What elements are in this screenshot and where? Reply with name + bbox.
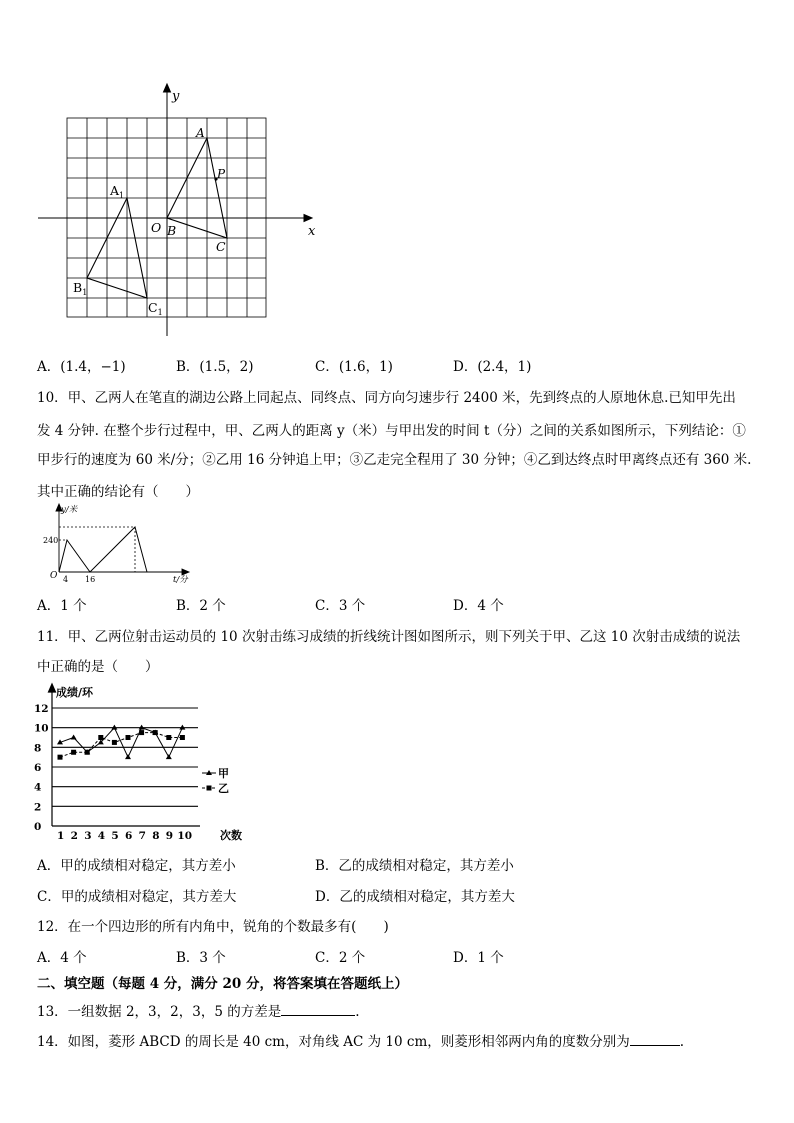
q11-xtick-label: 2: [70, 830, 78, 842]
q10-line-1: 10．甲、乙两人在笔直的湖边公路上同起点、同终点、同方向匀速步行 2400 米，先到终点的人原地休息.已知甲先出: [37, 390, 736, 406]
q11-y-axis-label: 成绩/环: [56, 686, 94, 699]
q10-option-a[interactable]: A．1 个: [37, 598, 87, 614]
q12-option-d[interactable]: D．1 个: [453, 950, 504, 966]
q12-option-a[interactable]: A．4 个: [37, 950, 87, 966]
q9-option-b[interactable]: B．(1.5，2): [176, 359, 254, 375]
q11-ytick-label: 0: [34, 821, 42, 833]
q11-xtick-label: 9: [165, 830, 174, 842]
q11-xtick-label: 4: [97, 830, 106, 842]
q13-line: 13．一组数据 2，3，2，3，5 的方差是 .: [37, 1004, 360, 1020]
label-b1: $B_1$: [73, 280, 88, 297]
q11-xtick-label: 6: [125, 830, 133, 842]
q10-option-d[interactable]: D．4 个: [453, 598, 504, 614]
q14-line: [37, 1030, 684, 1050]
q11-option-b[interactable]: B．乙的成绩相对稳定，其方差小: [315, 858, 514, 874]
q9-x-arrow: [304, 215, 312, 222]
q13-answer-blank[interactable]: [281, 1002, 355, 1016]
label-b: B: [167, 223, 177, 238]
q11-option-c[interactable]: C．甲的成绩相对稳定，其方差大: [37, 889, 237, 905]
q11-line-2: 中正确的是（ ）: [37, 659, 159, 675]
q14-text: 14．如图，菱形 ABCD 的周长是 40 cm，对角线 AC 为 10 cm，则菱形相邻两内角的度数分别为: [37, 1034, 630, 1050]
legend-label-yi: 乙: [218, 782, 229, 795]
q9-option-c[interactable]: C．(1.6，1): [315, 359, 393, 375]
label-p: P: [217, 167, 226, 181]
q11-series-line-yi: [60, 733, 182, 758]
q11-ytick-label: 2: [34, 801, 42, 814]
q12-option-c[interactable]: C．2 个: [315, 950, 366, 966]
q10-line-3: 甲步行的速度为 60 米/分；②乙用 16 分钟追上甲；③乙走完全程用了 30 分钟；④乙到达终点时甲离终点还有 360 米.: [37, 452, 752, 468]
q11-option-a[interactable]: A．甲的成绩相对稳定，其方差小: [37, 858, 236, 874]
section-2-heading: 二、填空题（每题 4 分，满分 20 分，将答案填在答题纸上）: [37, 976, 408, 992]
legend-marker-yi: [207, 786, 212, 791]
q11-ytick-label: 6: [34, 762, 42, 774]
q10-tick-4: 4: [63, 575, 69, 584]
y-axis-label: y: [172, 89, 180, 104]
q12-option-b[interactable]: B．3 个: [176, 950, 226, 966]
q13-text: 13．一组数据 2，3，2，3，5 的方差是: [37, 1004, 282, 1020]
q10-line-2: 发 4 分钟. 在整个步行过程中，甲、乙两人的距离 y（米）与甲出发的时间 t（分）之间的关系如图所示，下列结论：①: [37, 423, 746, 439]
q11-line-1: 11．甲、乙两位射击运动员的 10 次射击练习成绩的折线统计图如图所示，则下列关于甲、乙这 10 次射击成绩的说法: [37, 629, 741, 645]
q11-series-line-jia: [60, 728, 182, 758]
q11-point-yi: [139, 730, 144, 735]
q9-option-a[interactable]: A．(1.4，−1): [37, 359, 126, 375]
q11-x-axis-label: 次数: [220, 829, 242, 842]
q10-distance-graph: [45, 502, 195, 586]
q10-line-4: 其中正确的结论有（ ）: [37, 484, 199, 500]
q11-option-d[interactable]: D．乙的成绩相对稳定，其方差大: [315, 889, 515, 905]
label-c1: $C_1$: [148, 300, 163, 317]
q11-xtick-label: 3: [84, 830, 92, 842]
q11-point-yi: [126, 735, 131, 740]
q14-end: .: [679, 1034, 685, 1050]
q11-ytick-label: 10: [34, 722, 49, 735]
q10-origin: O: [50, 571, 58, 581]
label-a: A: [196, 126, 205, 140]
q11-point-yi: [180, 735, 185, 740]
q11-ytick-label: 4: [34, 781, 42, 794]
q11-point-yi: [98, 735, 103, 740]
q11-point-jia: [125, 754, 131, 759]
q11-xtick-label: 10: [177, 830, 193, 842]
q11-point-yi: [85, 750, 90, 755]
q11-point-yi: [58, 755, 63, 760]
triangle-a1b1c1: [87, 198, 147, 298]
q9-option-d[interactable]: D．(2.4，1): [453, 359, 532, 375]
q10-tick-240: 240: [43, 536, 59, 545]
q11-ytick-label: 12: [34, 703, 49, 715]
q11-xtick-label: 1: [57, 830, 65, 842]
q11-point-jia: [166, 754, 172, 759]
q10-option-b[interactable]: B．2 个: [176, 598, 226, 614]
label-c: C: [216, 239, 226, 254]
q11-xtick-label: 5: [111, 830, 119, 842]
q12-line: 12．在一个四边形的所有内角中，锐角的个数最多有( ): [37, 919, 389, 935]
q11-xtick-label: 7: [138, 830, 146, 842]
q11-point-yi: [112, 740, 117, 745]
q10-x-label: t/分: [173, 575, 188, 585]
q10-distance-line: [59, 527, 147, 572]
q10-tick-16: 16: [85, 575, 96, 584]
q11-point-yi: [153, 730, 158, 735]
q11-xtick-label: 8: [152, 830, 160, 842]
q11-ytick-label: 8: [34, 742, 42, 755]
label-a1: $A_1$: [110, 183, 125, 200]
q11-point-yi: [71, 750, 76, 755]
label-o: O: [151, 220, 162, 235]
q10-y-label: y/米: [61, 505, 78, 515]
q11-line-chart: [30, 680, 270, 845]
q11-point-yi: [166, 735, 171, 740]
legend-label-jia: 甲: [218, 767, 229, 780]
q10-option-c[interactable]: C．3 个: [315, 598, 366, 614]
q9-y-arrow: [164, 84, 171, 92]
q9-coordinate-figure: [30, 80, 330, 342]
q14-answer-blank[interactable]: [630, 1032, 680, 1046]
q11-point-jia: [71, 735, 77, 740]
x-axis-label: x: [308, 224, 316, 239]
